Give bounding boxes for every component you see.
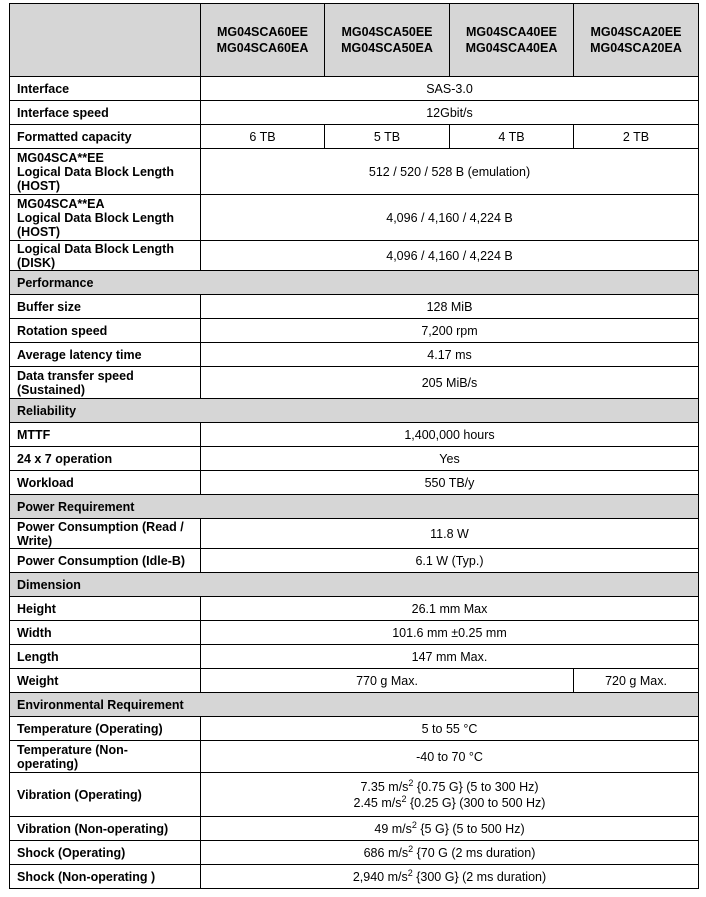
section-row xyxy=(10,573,699,597)
row-label: Workload xyxy=(10,471,201,495)
row-value: SAS-3.0 xyxy=(201,77,699,101)
table-row xyxy=(10,717,699,741)
row-value: 1,400,000 hours xyxy=(201,423,699,447)
table-row xyxy=(10,77,699,101)
row-value: 26.1 mm Max xyxy=(201,597,699,621)
section-row xyxy=(10,271,699,295)
row-value: 4,096 / 4,160 / 4,224 B xyxy=(201,241,699,271)
row-value: 2,940 $m/s^2$ {300 G} (2 ms duration) xyxy=(201,865,699,889)
row-value: 7.35 $m/s^2$ {0.75 G} (5 to 300 Hz) 2.45 $m/s^2$ {0.25 G} (300 to 500 Hz) xyxy=(201,773,699,817)
table-row xyxy=(10,621,699,645)
table-row xyxy=(10,101,699,125)
row-value: 686 $m/s^2$ {70 G (2 ms duration) xyxy=(201,841,699,865)
row-label: 24 x 7 operation xyxy=(10,447,201,471)
section-title: Reliability xyxy=(10,399,699,423)
table-row xyxy=(10,865,699,889)
table-row xyxy=(10,669,699,693)
row-label: Shock (Operating) xyxy=(10,841,201,865)
row-value: 12Gbit/s xyxy=(201,101,699,125)
table-row xyxy=(10,741,699,773)
section-title: Dimension xyxy=(10,573,699,597)
table-row xyxy=(10,817,699,841)
row-label: Interface speed xyxy=(10,101,201,125)
row-label: Height xyxy=(10,597,201,621)
row-value: Yes xyxy=(201,447,699,471)
table-row xyxy=(10,597,699,621)
section-title: Power Requirement xyxy=(10,495,699,519)
table-row xyxy=(10,841,699,865)
capacity-value: 4 TB xyxy=(450,125,574,149)
weight-value-a: 770 g Max. xyxy=(201,669,574,693)
row-label: Temperature (Non- operating) xyxy=(10,741,201,773)
row-value: 205 MiB/s xyxy=(201,367,699,399)
model-header-2: MG04SCA50EE MG04SCA50EA xyxy=(325,4,450,77)
section-row xyxy=(10,495,699,519)
row-label: Data transfer speed (Sustained) xyxy=(10,367,201,399)
weight-value-b: 720 g Max. xyxy=(574,669,699,693)
row-value: 11.8 W xyxy=(201,519,699,549)
section-row xyxy=(10,693,699,717)
corner-cell xyxy=(10,4,201,77)
row-label: Power Consumption (Read / Write) xyxy=(10,519,201,549)
row-label: Buffer size xyxy=(10,295,201,319)
table-row xyxy=(10,149,699,195)
row-value: 550 TB/y xyxy=(201,471,699,495)
row-label: Formatted capacity xyxy=(10,125,201,149)
row-value: 101.6 mm ±0.25 mm xyxy=(201,621,699,645)
header-row xyxy=(10,4,699,77)
row-label: Logical Data Block Length (DISK) xyxy=(10,241,201,271)
row-label: Vibration (Non-operating) xyxy=(10,817,201,841)
row-value: 7,200 rpm xyxy=(201,319,699,343)
model-header-1: MG04SCA60EE MG04SCA60EA xyxy=(201,4,325,77)
capacity-value: 2 TB xyxy=(574,125,699,149)
table-row xyxy=(10,343,699,367)
section-title: Environmental Requirement xyxy=(10,693,699,717)
row-label: Rotation speed xyxy=(10,319,201,343)
table-row xyxy=(10,519,699,549)
table-row xyxy=(10,773,699,817)
capacity-value: 5 TB xyxy=(325,125,450,149)
table-row xyxy=(10,319,699,343)
table-row xyxy=(10,295,699,319)
row-label: Weight xyxy=(10,669,201,693)
row-label: Average latency time xyxy=(10,343,201,367)
row-label: MG04SCA**EE Logical Data Block Length (HOST) xyxy=(10,149,201,195)
row-label: Length xyxy=(10,645,201,669)
section-row xyxy=(10,399,699,423)
table-row xyxy=(10,423,699,447)
table-row xyxy=(10,125,699,149)
section-title: Performance xyxy=(10,271,699,295)
row-value: 4,096 / 4,160 / 4,224 B xyxy=(201,195,699,241)
row-label: Interface xyxy=(10,77,201,101)
row-label: Temperature (Operating) xyxy=(10,717,201,741)
model-header-4: MG04SCA20EE MG04SCA20EA xyxy=(574,4,699,77)
table-row xyxy=(10,195,699,241)
table-row xyxy=(10,367,699,399)
row-value: 128 MiB xyxy=(201,295,699,319)
row-label: Shock (Non-operating ) xyxy=(10,865,201,889)
row-label: MG04SCA**EA Logical Data Block Length (HOST) xyxy=(10,195,201,241)
row-value: -40 to 70 °C xyxy=(201,741,699,773)
model-header-3: MG04SCA40EE MG04SCA40EA xyxy=(450,4,574,77)
row-label: Vibration (Operating) xyxy=(10,773,201,817)
table-row xyxy=(10,471,699,495)
row-value: 6.1 W (Typ.) xyxy=(201,549,699,573)
row-value: 512 / 520 / 528 B (emulation) xyxy=(201,149,699,195)
table-row xyxy=(10,645,699,669)
row-value: 4.17 ms xyxy=(201,343,699,367)
row-value: 49 $m/s^2$ {5 G} (5 to 500 Hz) xyxy=(201,817,699,841)
row-label: Power Consumption (Idle-B) xyxy=(10,549,201,573)
row-value: 5 to 55 °C xyxy=(201,717,699,741)
row-label: Width xyxy=(10,621,201,645)
row-value: 147 mm Max. xyxy=(201,645,699,669)
table-row xyxy=(10,549,699,573)
table-row xyxy=(10,447,699,471)
spec-table xyxy=(9,3,699,889)
table-row xyxy=(10,241,699,271)
row-label: MTTF xyxy=(10,423,201,447)
capacity-value: 6 TB xyxy=(201,125,325,149)
